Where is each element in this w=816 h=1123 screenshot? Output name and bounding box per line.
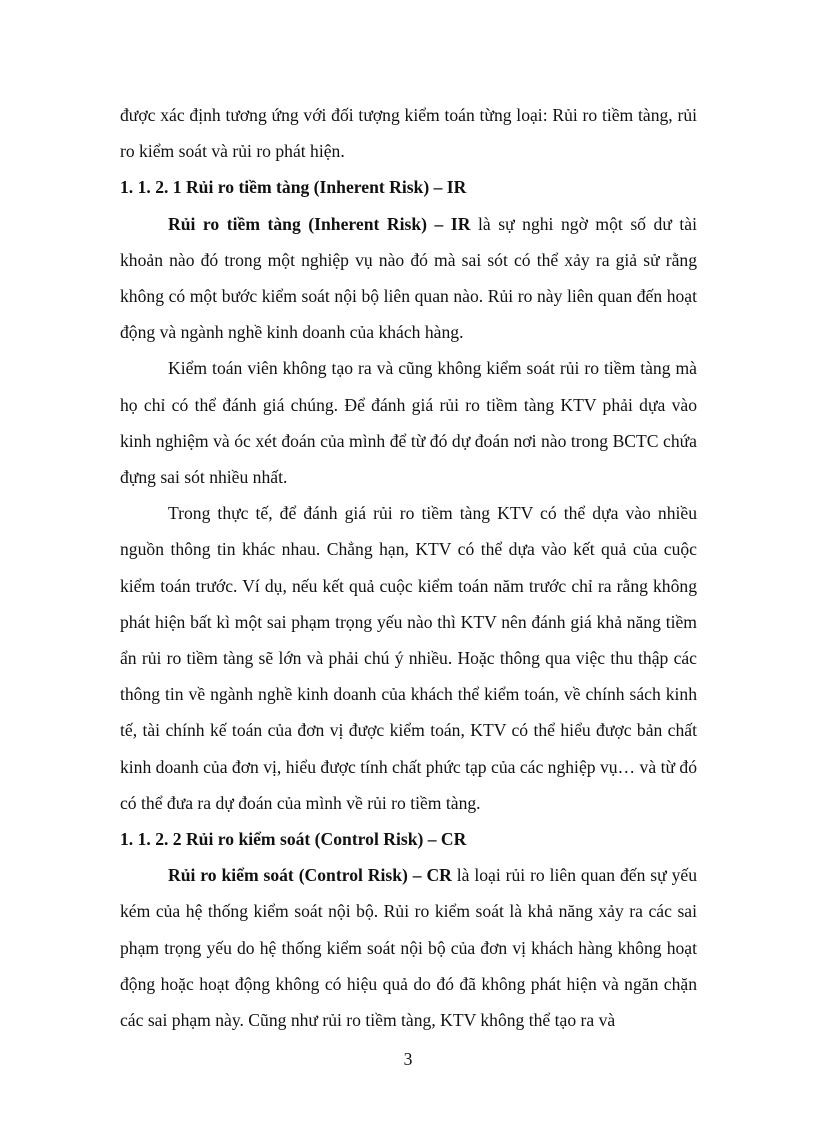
page-number: 3 bbox=[403, 1049, 413, 1069]
paragraph-auditor-assessment: Kiểm toán viên không tạo ra và cũng không kiểm soát rủi ro tiềm tàng mà họ chỉ có thể đánh giá chúng. Để đánh giá rủi ro tiềm tàng KTV phải dựa vào kinh nghiệm và óc xét đoán của mình để từ đó dự đoán nơi nào trong BCTC chứa đựng sai sót nhiều nhất. bbox=[120, 358, 697, 488]
definition-text: là sự nghi ngờ một số dư tài khoản nào đó trong một nghiệp vụ nào đó mà sai sót có thể xảy ra giả sử rằng không có một bước kiểm soát nội bộ liên quan nào. Rủi ro này liên quan đến hoạt động và ngành nghề kinh doanh của khách hàng. bbox=[120, 213, 697, 343]
paragraph-inherent-risk-definition bbox=[120, 206, 697, 351]
section-heading-control-risk: 1. 1. 2. 2 Rủi ro kiểm soát (Control Risk) – CR bbox=[120, 829, 467, 850]
paragraph-continuation: được xác định tương ứng với đối tượng kiểm toán từng loại: Rủi ro tiềm tàng, rủi ro kiểm soát và rủi ro phát hiện. bbox=[120, 105, 697, 162]
paragraph-information-sources: Trong thực tế, để đánh giá rủi ro tiềm tàng KTV có thể dựa vào nhiều nguồn thông tin khác nhau. Chẳng hạn, KTV có thể dựa vào kết quả của cuộc kiểm toán trước. Ví dụ, nếu kết quả cuộc kiểm toán năm trước chỉ ra rằng không phát hiện bất kì một sai phạm trọng yếu nào thì KTV nên đánh giá khả năng tiềm ẩn rủi ro tiềm tàng sẽ lớn và phải chú ý nhiều. Hoặc thông qua việc thu thập các thông tin về ngành nghề kinh doanh của khách thể kiểm toán, về chính sách kinh tế, tài chính kế toán của đơn vị được kiểm toán, KTV có thể hiểu được bản chất kinh doanh của đơn vị, hiểu được tính chất phức tạp của các nghiệp vụ… và từ đó có thể đưa ra dự đoán của mình về rủi ro tiềm tàng. bbox=[120, 503, 697, 813]
term-inherent-risk: Rủi ro tiềm tàng (Inherent Risk) – IR bbox=[168, 213, 471, 234]
term-control-risk: Rủi ro kiểm soát (Control Risk) – CR bbox=[168, 865, 452, 886]
section-heading-inherent-risk: 1. 1. 2. 1 Rủi ro tiềm tàng (Inherent Risk) – IR bbox=[120, 177, 467, 198]
definition-text: là loại rủi ro liên quan đến sự yếu kém của hệ thống kiểm soát nội bộ. Rủi ro kiểm soát là khả năng xảy ra các sai phạm trọng yếu do hệ thống kiểm soát nội bộ của đơn vị khách hàng không hoạt động hoặc hoạt động không có hiệu quả do đó đã không phát hiện và ngăn chặn các sai phạm này. Cũng như rủi ro tiềm tàng, KTV không thể tạo ra và bbox=[120, 865, 697, 1031]
paragraph-control-risk-definition bbox=[120, 857, 697, 1038]
page-body bbox=[120, 97, 697, 1038]
